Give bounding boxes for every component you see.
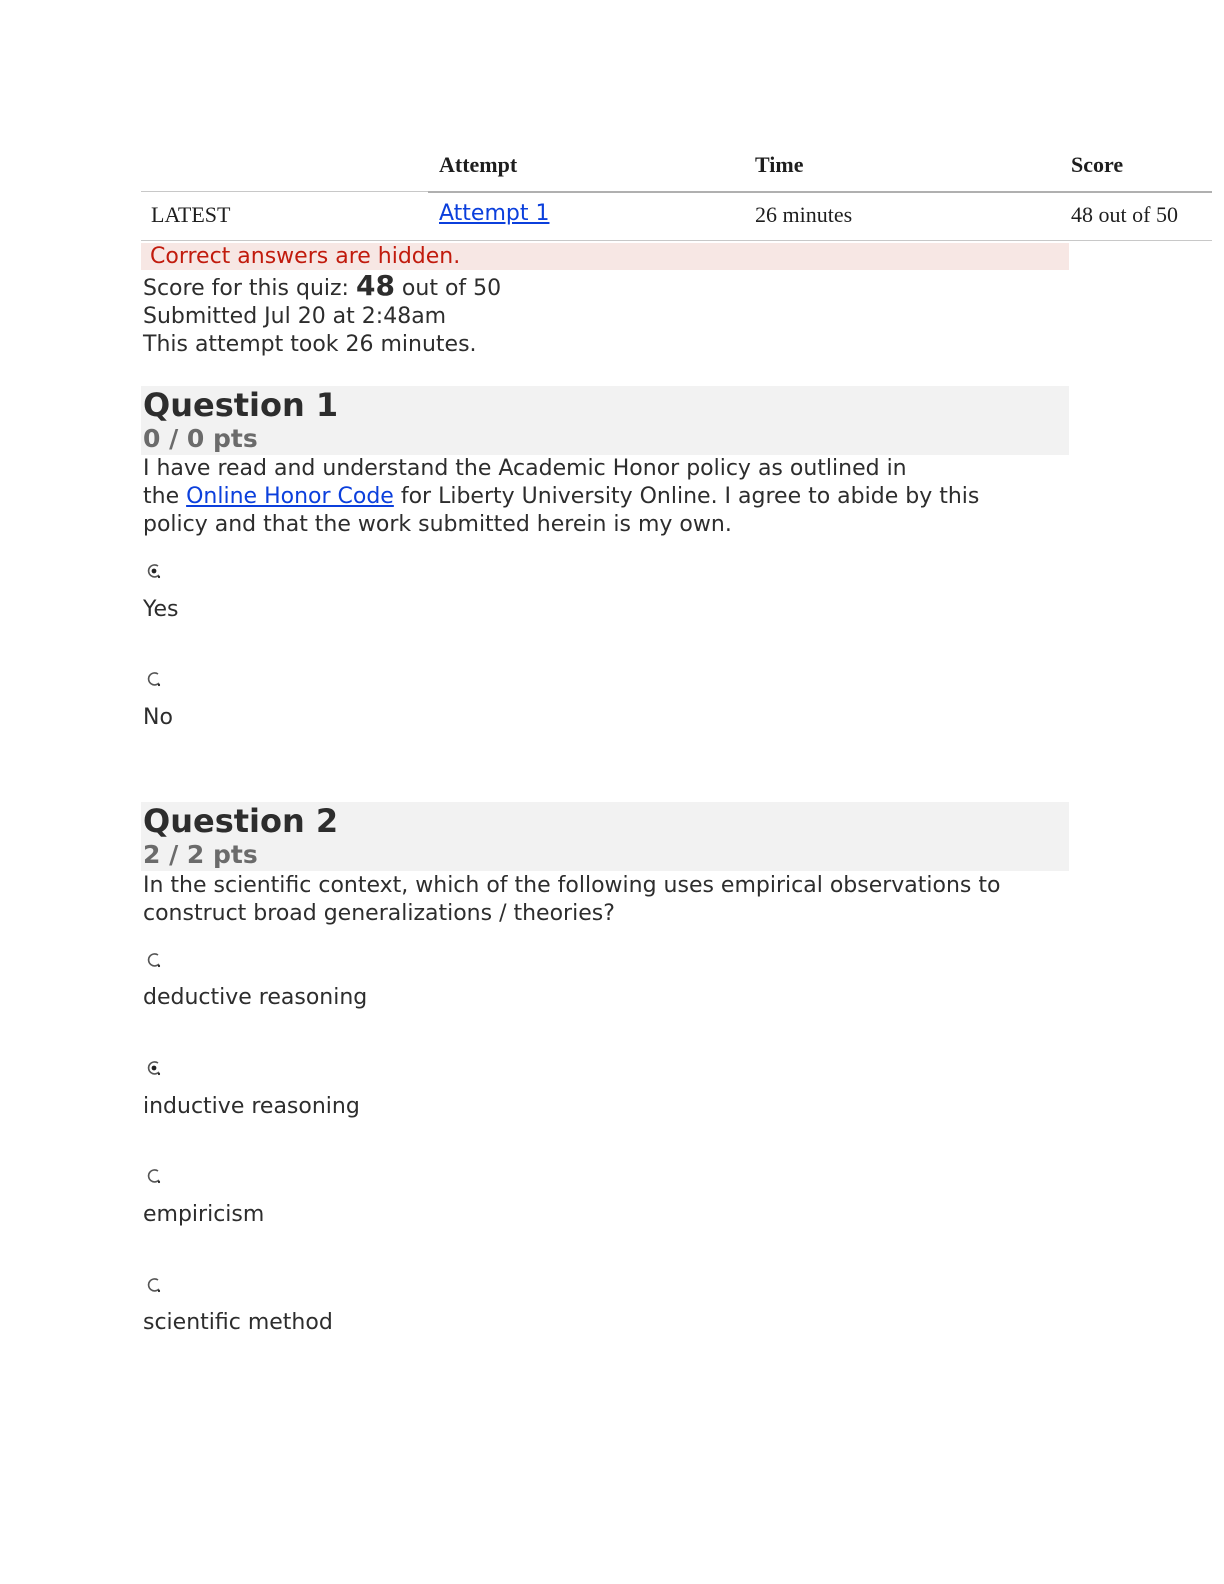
- attempt-time: 26 minutes: [755, 202, 853, 227]
- question-1-text-line: [143, 483, 1083, 511]
- answer-inductive-radio[interactable]: [145, 1059, 163, 1077]
- question-1-text-suffix: for Liberty University Online. I agree to abide by this: [393, 484, 980, 509]
- answer-yes-radio[interactable]: [145, 562, 163, 580]
- question-2-text: [143, 872, 1083, 928]
- score-column-header: Score: [1071, 152, 1124, 177]
- quiz-score-line: [143, 269, 502, 303]
- radio-unchecked-icon: [145, 670, 163, 688]
- question-2-text-line: In the scientific context, which of the following uses empirical observations to: [143, 873, 1001, 898]
- radio-checked-icon: [145, 562, 163, 580]
- time-column-header: Time: [755, 152, 804, 177]
- online-honor-code-link[interactable]: Online Honor Code: [186, 484, 394, 509]
- question-2-points: 2 / 2 pts: [143, 840, 258, 869]
- radio-checked-icon: [145, 1059, 163, 1077]
- attempt-column-header: Attempt: [439, 152, 518, 177]
- question-1-title: Question 1: [143, 386, 339, 424]
- question-1-points: 0 / 0 pts: [143, 424, 258, 453]
- attempt-score: 48 out of 50: [1071, 202, 1178, 227]
- answer-empiricism-radio[interactable]: [145, 1167, 163, 1185]
- answer-yes-label: Yes: [143, 597, 179, 622]
- question-1-text-line: I have read and understand the Academic Honor policy as outlined in: [143, 456, 907, 481]
- question-1-header: [141, 386, 1069, 455]
- header-divider: [428, 191, 1212, 193]
- submitted-line: Submitted Jul 20 at 2:48am: [143, 304, 447, 329]
- score-prefix: Score for this quiz:: [143, 276, 356, 301]
- attempt-1-link[interactable]: Attempt 1: [439, 201, 550, 226]
- question-1-text-line: policy and that the work submitted herein is my own.: [143, 512, 732, 537]
- answer-scientific-method-radio[interactable]: [145, 1276, 163, 1294]
- table-divider: [141, 191, 428, 192]
- hidden-answers-notice: Correct answers are hidden.: [141, 243, 1069, 270]
- answer-empiricism-label: empiricism: [143, 1202, 265, 1227]
- answer-no-radio[interactable]: [145, 670, 163, 688]
- question-2-text-line: construct broad generalizations / theories?: [143, 901, 615, 926]
- question-1-text-prefix: the: [143, 484, 187, 509]
- answer-inductive-label: inductive reasoning: [143, 1094, 360, 1119]
- latest-label: LATEST: [151, 202, 231, 227]
- history-header-row: [0, 152, 1224, 188]
- question-2-header: [141, 802, 1069, 871]
- duration-line: This attempt took 26 minutes.: [143, 332, 477, 357]
- answer-scientific-method-label: scientific method: [143, 1310, 333, 1335]
- question-2-title: Question 2: [143, 802, 339, 840]
- question-1-text: [143, 455, 1083, 539]
- answer-deductive-radio[interactable]: [145, 951, 163, 969]
- score-suffix: out of 50: [394, 276, 502, 301]
- history-row-latest: [0, 200, 1224, 236]
- answer-no-label: No: [143, 705, 173, 730]
- radio-unchecked-icon: [145, 1167, 163, 1185]
- radio-unchecked-icon: [145, 1276, 163, 1294]
- row-divider: [141, 240, 1212, 241]
- score-value: 48: [355, 269, 395, 302]
- answer-deductive-label: deductive reasoning: [143, 985, 368, 1010]
- radio-unchecked-icon: [145, 951, 163, 969]
